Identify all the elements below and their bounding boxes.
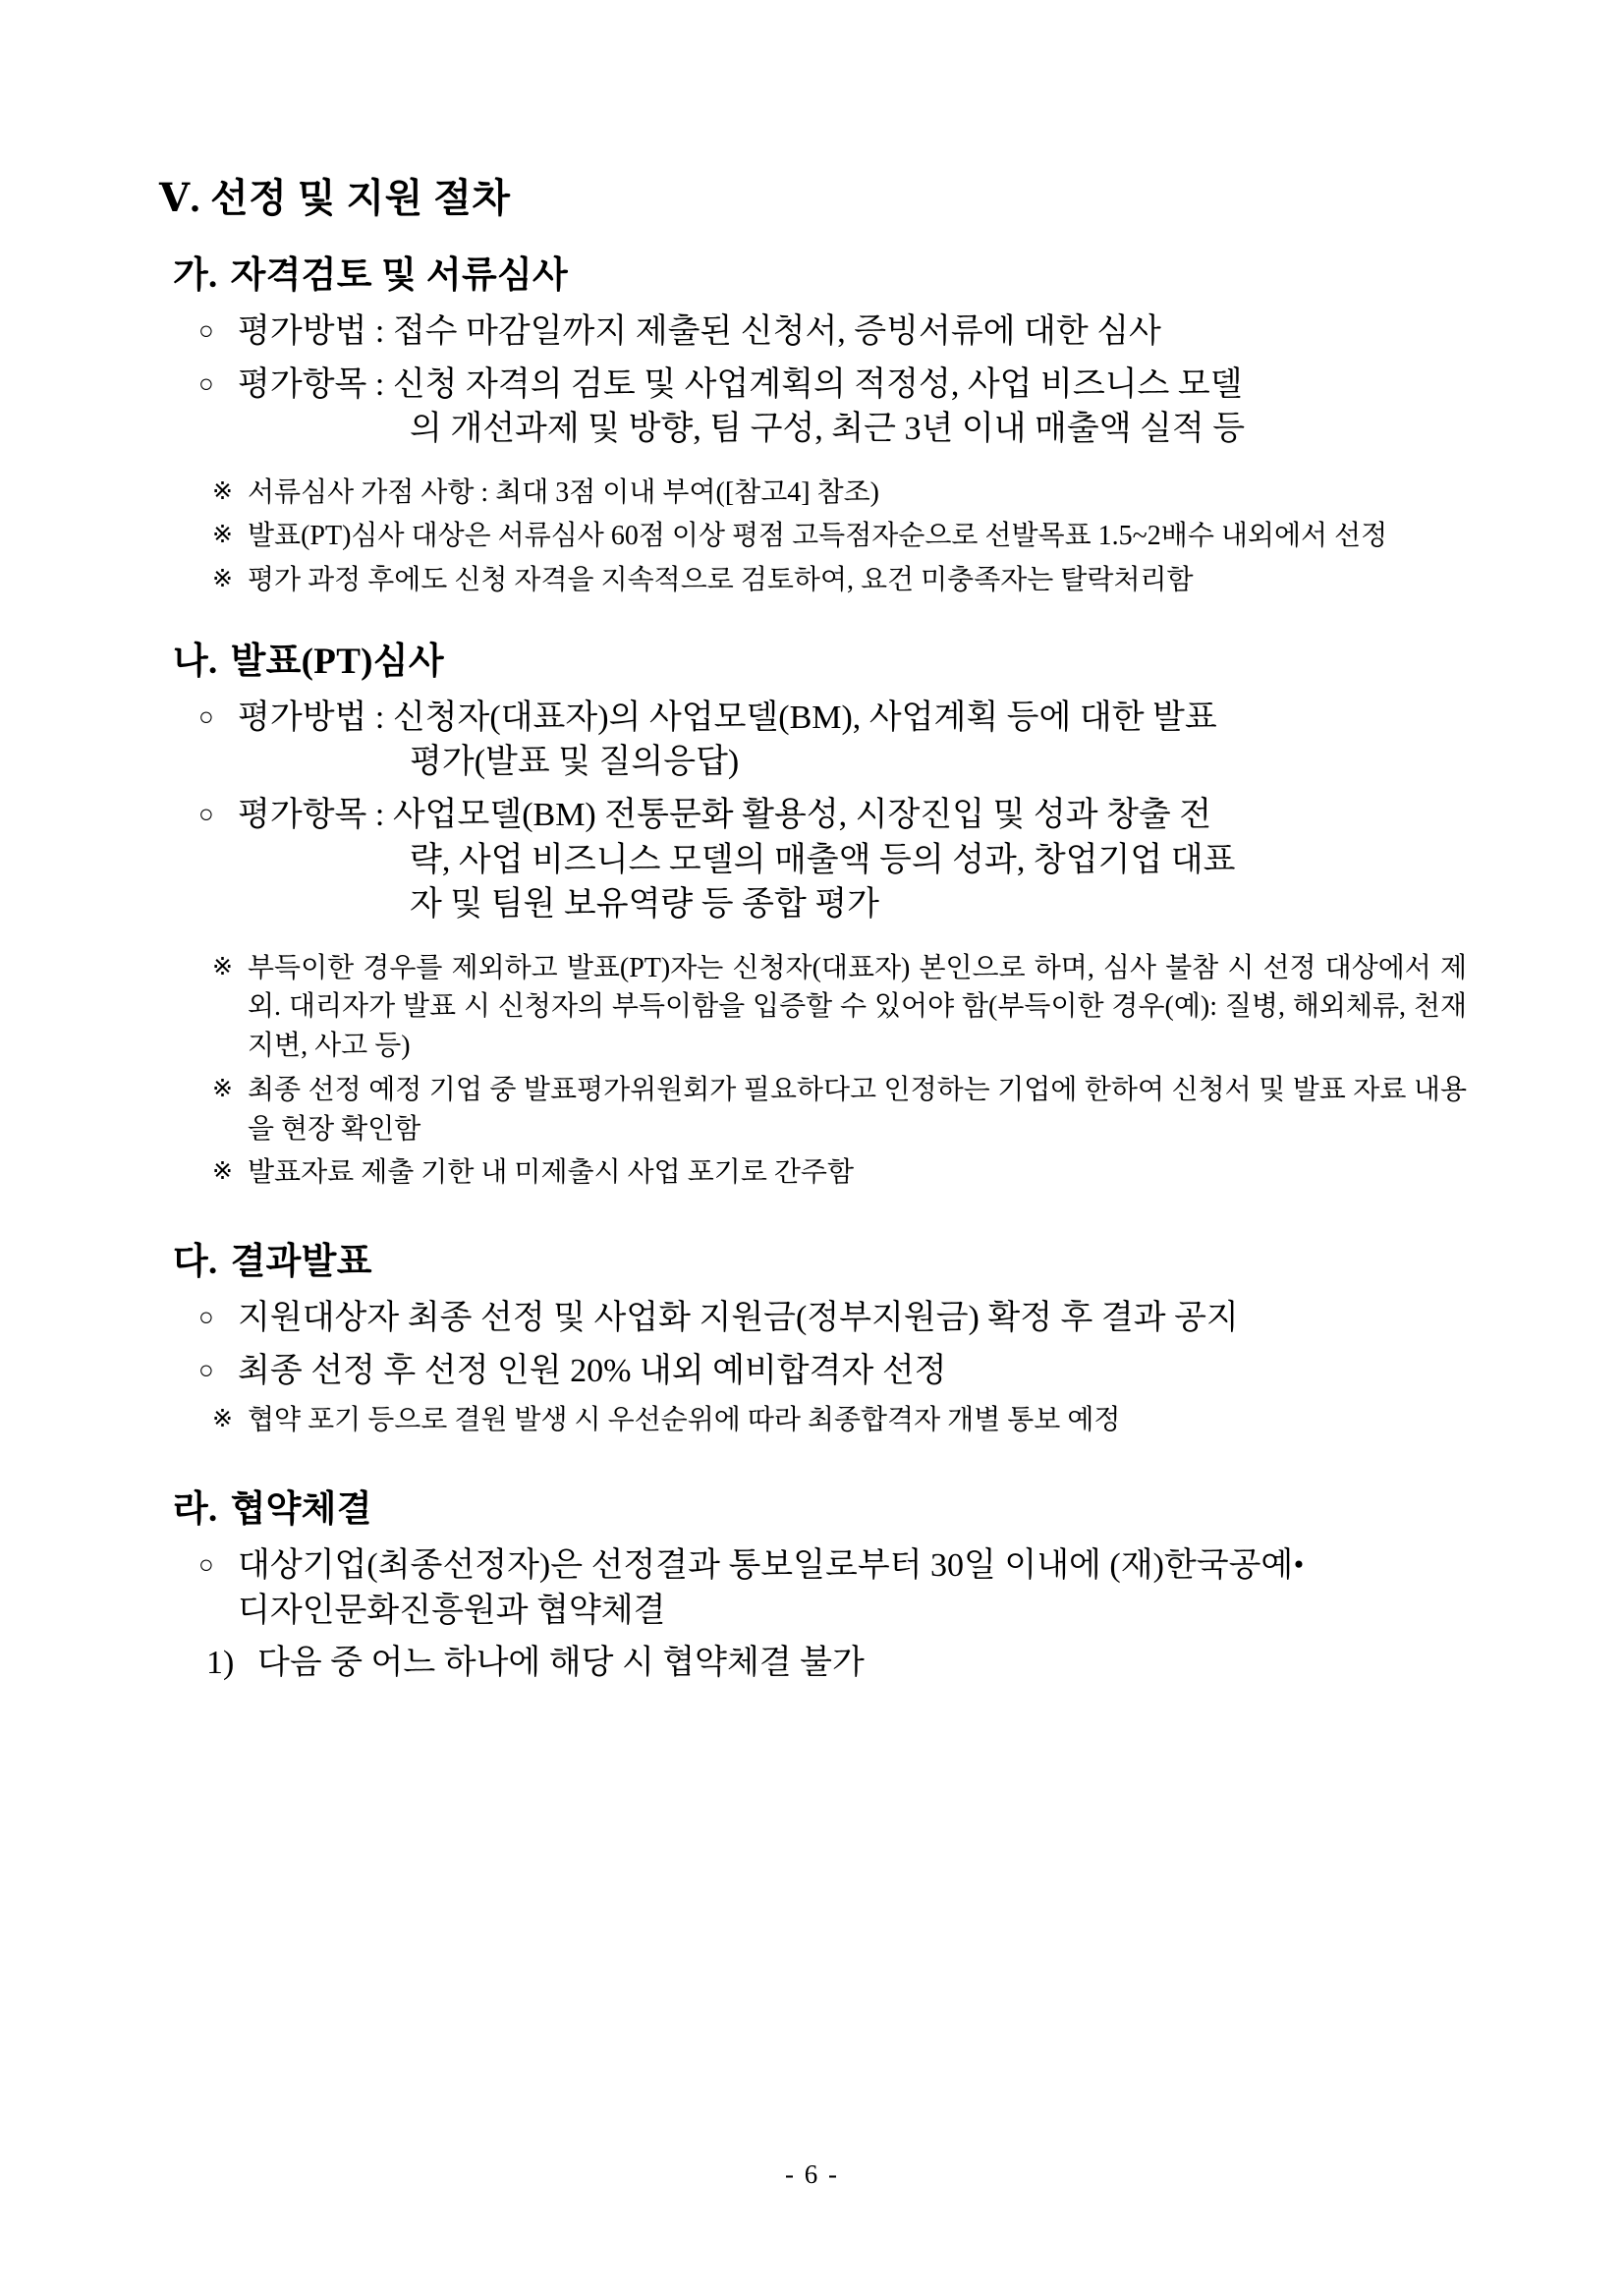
subsection-title: 협약체결 [230,1488,372,1530]
list-item-text [238,309,1477,355]
note-text: 평가 과정 후에도 신청 자격을 지속적으로 검토하여, 요건 미충족자는 탈락처리함 [248,565,1194,596]
subsection-heading-ra [173,1479,1477,1532]
list-item-lead: 평가방법 : [238,699,385,736]
circle-bullet-icon: ○ [198,1549,214,1579]
subsection-title: 발표(PT)심사 [230,641,444,682]
note-text: 협약 포기 등으로 결원 발생 시 우선순위에 따라 최종합격자 개별 통보 예정 [248,1405,1121,1436]
note-item [212,1153,1477,1193]
reference-mark-icon: ※ [212,1158,233,1186]
list-item [198,1543,1477,1633]
list-item-lead: 평가항목 : [238,796,385,833]
subsection-title: 자격검토 및 서류심사 [230,255,569,296]
list-item-body: 사업모델(BM) 전통문화 활용성, 시장진입 및 성과 창출 전 [392,796,1212,833]
note-text: 발표(PT)심사 대상은 서류심사 60점 이상 평점 고득점자순으로 선발목표 1.5~2배수 내외에서 선정 [248,521,1388,552]
note-item [212,517,1477,556]
circle-bullet-icon: ○ [198,316,214,345]
subsection-heading-da [173,1231,1477,1284]
list-item-lead: 평가항목 : [238,365,385,403]
list-item [198,309,1477,355]
list-item-text [238,696,1477,785]
list-item-lead: 평가방법 : [238,313,385,350]
numbered-item-text: 다음 중 어느 하나에 해당 시 협약체결 불가 [257,1645,865,1682]
note-item [212,949,1477,1066]
list-item [198,696,1477,785]
subsection-label: 라. [173,1488,218,1530]
reference-mark-icon: ※ [212,522,233,549]
numbered-item-marker: 1) [206,1645,235,1682]
note-item [212,1071,1477,1149]
subsection-title: 결과발표 [230,1242,372,1283]
reference-mark-icon: ※ [212,477,233,505]
list-item-body: 접수 마감일까지 제출된 신청서, 증빙서류에 대한 심사 [392,313,1161,350]
list-item [198,363,1477,452]
circle-bullet-icon: ○ [198,1303,214,1332]
list-item [198,793,1477,927]
reference-mark-icon: ※ [212,1406,233,1433]
section-title: 선정 및 지원 절차 [210,176,511,220]
list-item-body-cont: 자 및 팀원 보유역량 등 종합 평가 [410,886,879,924]
list-item [198,1296,1477,1341]
list-item-body-cont: 평가(발표 및 질의응답) [410,744,740,781]
list-item-text [238,1543,1477,1633]
list-item-text: 지원대상자 최종 선정 및 사업화 지원금(정부지원금) 확정 후 결과 공지 [238,1300,1239,1337]
subsection-heading-na [173,631,1477,684]
note-item [212,561,1477,600]
list-item-body: 신청 자격의 검토 및 사업계획의 적정성, 사업 비즈니스 모델 [392,365,1243,403]
list-item-text [238,793,1477,927]
list-item-body-cont: 의 개선과제 및 방향, 팀 구성, 최근 3년 이내 매출액 실적 등 [410,411,1246,448]
numbered-item [206,1641,1477,1686]
note-text: 발표자료 제출 기한 내 미제출시 사업 포기로 간주함 [248,1157,855,1189]
section-number: Ⅴ. [159,176,201,220]
section-heading [159,167,1477,223]
reference-mark-icon: ※ [212,953,233,980]
reference-mark-icon: ※ [212,1075,233,1102]
reference-mark-icon: ※ [212,566,233,593]
circle-bullet-icon: ○ [198,368,214,398]
list-item-text [238,363,1477,452]
list-item-body: 대상기업(최종선정자)은 선정결과 통보일로부터 30일 이내에 (재)한국공예‧ [238,1546,1305,1584]
list-item-text: 최종 선정 후 선정 인원 20% 내외 예비합격자 선정 [238,1352,947,1389]
list-item-body-cont: 략, 사업 비즈니스 모델의 매출액 등의 성과, 창업기업 대표 [410,841,1236,878]
page-number: - 6 - [785,2159,839,2189]
note-text: 부득이한 경우를 제외하고 발표(PT)자는 신청자(대표자) 본인으로 하며, 심사 불참 시 선정 대상에서 제외. 대리자가 발표 시 신청자의 부득이함을 입증할 수 있어야 함(부득이한 경우(예): 질병, 해외체류, 천재지변, 사고 등) [248,952,1467,1062]
note-item [212,1401,1477,1440]
note-text: 서류심사 가점 사항 : 최대 3점 이내 부여([참고4] 참조) [248,476,879,508]
list-item [198,1349,1477,1394]
note-item [212,474,1477,513]
subsection-heading-ga [173,245,1477,298]
circle-bullet-icon: ○ [198,701,214,731]
circle-bullet-icon: ○ [198,1355,214,1384]
list-item-body: 신청자(대표자)의 사업모델(BM), 사업계획 등에 대한 발표 [392,699,1217,736]
list-item-body-cont: 디자인문화진흥원과 협약체결 [238,1592,666,1629]
subsection-label: 다. [173,1242,218,1283]
note-text: 최종 선정 예정 기업 중 발표평가위원회가 필요하다고 인정하는 기업에 한하여 신청서 및 발표 자료 내용을 현장 확인함 [248,1074,1467,1145]
subsection-label: 나. [173,641,218,682]
subsection-label: 가. [173,255,218,296]
circle-bullet-icon: ○ [198,799,214,828]
